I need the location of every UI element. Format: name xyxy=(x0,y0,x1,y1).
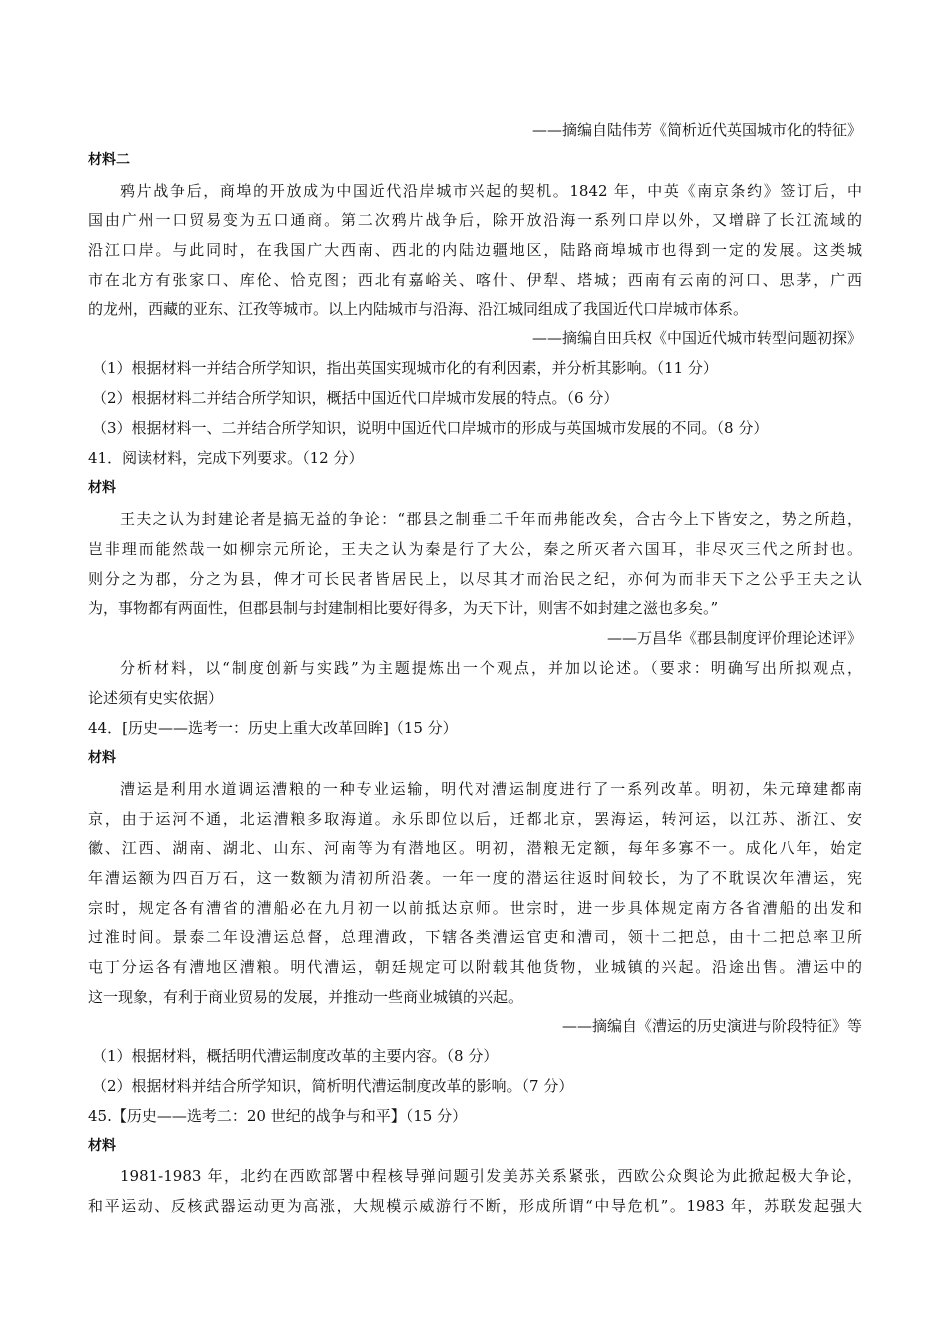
paragraph-line: 漕运是利用水道调运漕粮的一种专业运输，明代对漕运制度进行了一系列改革。明初，朱元璋建都南 xyxy=(120,780,862,798)
paragraph-line: 京，由于运河不通，北运漕粮多取海道。永乐即位以后，迁都北京，罢海运，转河运，以江苏、浙江、安 xyxy=(88,810,862,828)
question-item: （1）根据材料一并结合所学知识，指出英国实现城市化的有利因素，并分析其影响。（11 分） xyxy=(92,359,718,377)
paragraph-line: 过淮时间。景泰二年设漕运总督，总理漕政，下辖各类漕运官吏和漕司，领十二把总，由十二把总率卫所 xyxy=(88,928,862,946)
question-heading: 44．[历史——选考一：历史上重大改革回眸]（15 分） xyxy=(88,719,458,737)
paragraph-line: 鸦片战争后，商埠的开放成为中国近代沿岸城市兴起的契机。1842 年，中英《南京条约》签订后，中 xyxy=(120,182,862,200)
paragraph-line: 年漕运额为四百万石，这一数额为清初所沿袭。一年一度的潜运往返时间较长，为了不耽误次年漕运，宪 xyxy=(88,869,862,887)
paragraph-line: 为，事物都有两面性，但郡县制与封建制相比要好得多，为天下计，则害不如封建之滋也多矣。” xyxy=(88,599,719,617)
material-heading: 材料 xyxy=(88,750,116,766)
question-heading: 45.【历史——选考二：20 世纪的战争与和平】（15 分） xyxy=(88,1107,468,1125)
material-heading: 材料二 xyxy=(88,152,130,168)
material-heading: 材料 xyxy=(88,480,116,496)
task-instruction: 论述须有史实依据） xyxy=(88,689,224,707)
source-citation: ——摘编自陆伟芳《简析近代英国城市化的特征》 xyxy=(531,121,862,139)
paragraph-line: 宗时，规定各有漕省的漕船必在九月初一以前抵达京师。世宗时，进一步具体规定南方各省漕船的出发和 xyxy=(88,899,862,917)
source-citation: ——摘编自《漕运的历史演进与阶段特征》等 xyxy=(561,1017,862,1035)
question-item: （1）根据材料，概括明代漕运制度改革的主要内容。（8 分） xyxy=(92,1047,499,1065)
task-instruction: 分析材料，以“制度创新与实践”为主题提炼出一个观点，并加以论述。（要求：明确写出所拟观点， xyxy=(120,659,862,677)
material-heading: 材料 xyxy=(88,1138,116,1154)
paragraph-line: 王夫之认为封建论者是搞无益的争论：“郡县之制垂二千年而弗能改矣，合古今上下皆安之，势之所趋， xyxy=(120,510,862,528)
paragraph-line: 岂非理而能然哉一如柳宗元所论，王夫之认为秦是行了大公，秦之所灭者六国耳，非尽灭三代之所封也。 xyxy=(88,540,862,558)
question-item: （2）根据材料并结合所学知识，简析明代漕运制度改革的影响。（7 分） xyxy=(92,1077,574,1095)
paragraph-line: 沿江口岸。与此同时，在我国广大西南、西北的内陆边疆地区，陆路商埠城市也得到一定的发展。这类城 xyxy=(88,241,862,259)
paragraph-line: 1981-1983 年，北约在西欧部署中程核导弹问题引发美苏关系紧张，西欧公众舆论为此掀起极大争论， xyxy=(120,1167,862,1185)
paragraph-line: 这一现象，有利于商业贸易的发展，并推动一些商业城镇的兴起。 xyxy=(88,988,524,1006)
source-citation: ——万昌华《郡县制度评价理论述评》 xyxy=(606,629,862,647)
paragraph-line: 和平运动、反核武器运动更为高涨，大规模示威游行不断，形成所谓“中导危机”。1983 年，苏联发起强大 xyxy=(88,1197,862,1215)
paragraph-line: 屯丁分运各有漕地区漕粮。明代漕运，朝廷规定可以附载其他货物，业城镇的兴起。沿途出售。漕运中的 xyxy=(88,958,862,976)
paragraph-line: 市在北方有张家口、库伦、恰克图；西北有嘉峪关、喀什、伊犁、塔城；西南有云南的河口、思茅，广西 xyxy=(88,271,862,289)
question-heading: 41．阅读材料，完成下列要求。（12 分） xyxy=(88,449,364,467)
paragraph-line: 的龙州，西藏的亚东、江孜等城市。以上内陆城市与沿海、沿江城同组成了我国近代口岸城市体系。 xyxy=(88,300,749,318)
paragraph-line: 徽、江西、湖南、湖北、山东、河南等为有潜地区。明初，潜粮无定额，每年多寡不一。成化八年，始定 xyxy=(88,839,862,857)
source-citation: ——摘编自田兵权《中国近代城市转型问题初探》 xyxy=(531,329,862,347)
question-item: （2）根据材料二并结合所学知识，概括中国近代口岸城市发展的特点。（6 分） xyxy=(92,389,619,407)
question-item: （3）根据材料一、二并结合所学知识，说明中国近代口岸城市的形成与英国城市发展的不同。（8 分） xyxy=(92,419,769,437)
paragraph-line: 则分之为郡，分之为县，俾才可长民者皆居民上，以尽其才而治民之纪，亦何为而非天下之公乎王夫之认 xyxy=(88,570,862,588)
paragraph-line: 国由广州一口贸易变为五口通商。第二次鸦片战争后，除开放沿海一系列口岸以外，又增辟了长江流域的 xyxy=(88,211,862,229)
